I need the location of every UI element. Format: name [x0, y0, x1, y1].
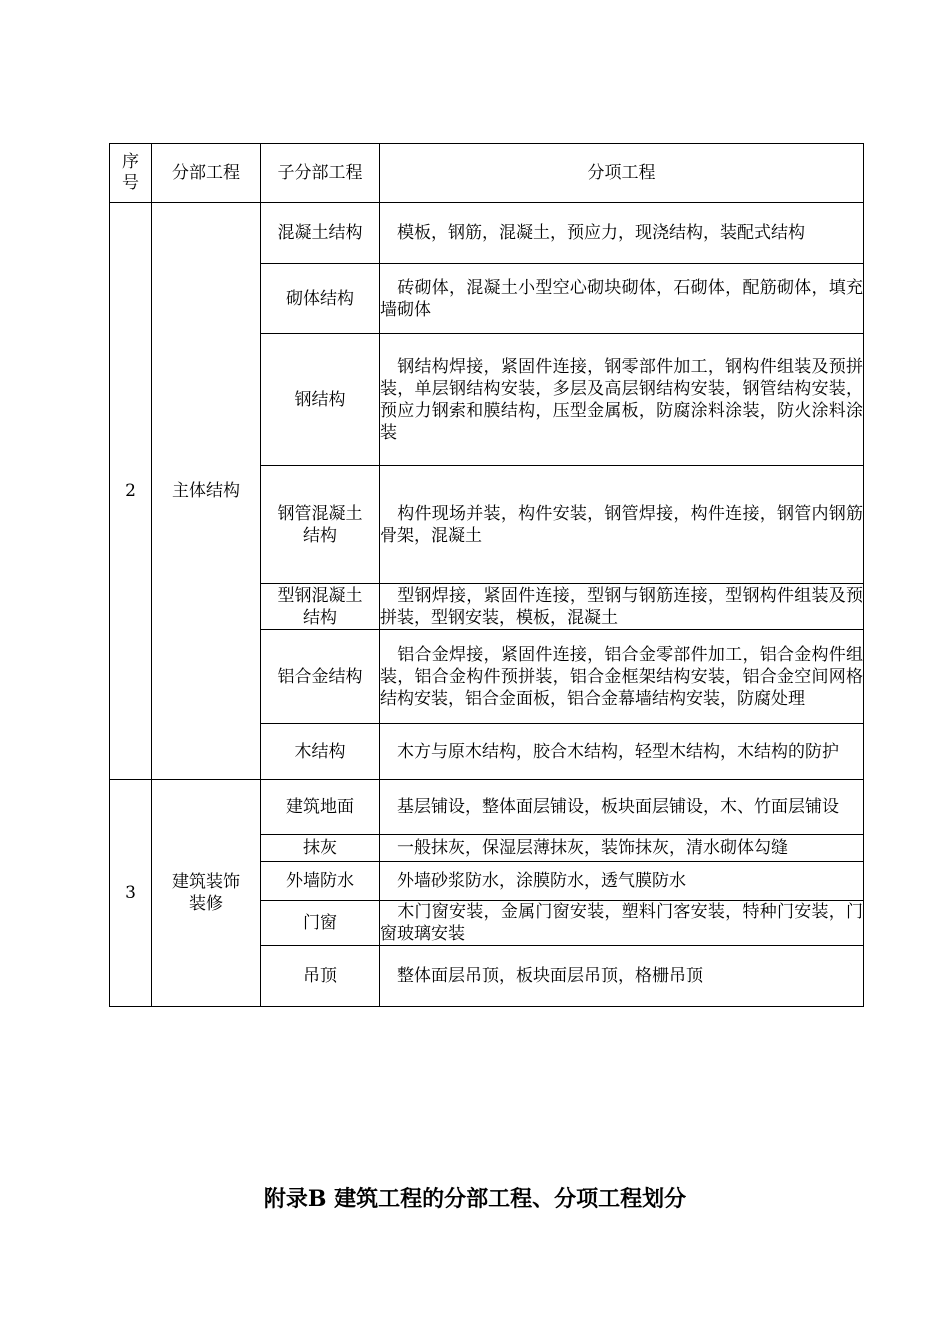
- items-cell: 木方与原木结构，胶合木结构，轻型木结构，木结构的防护: [380, 724, 864, 780]
- subdivision-cell: 外墙防水: [261, 862, 380, 901]
- subdivision-cell: 混凝土结构: [261, 203, 380, 264]
- items-cell: 基层铺设，整体面层铺设，板块面层铺设，木、竹面层铺设: [380, 780, 864, 835]
- subdivision-cell: 型钢混凝土结构: [261, 584, 380, 630]
- header-items: 分项工程: [380, 144, 864, 203]
- subdivision-cell: 钢管混凝土结构: [261, 466, 380, 584]
- subdivision-cell: 木结构: [261, 724, 380, 780]
- items-cell: 型钢焊接，紧固件连接，型钢与钢筋连接，型钢构件组装及预拼装，型钢安装，模板，混凝土: [380, 585, 863, 628]
- header-seq: 序号: [110, 144, 152, 203]
- items-cell: 整体面层吊顶，板块面层吊顶，格栅吊顶: [380, 946, 864, 1007]
- subdivision-cell: 吊顶: [261, 946, 380, 1007]
- seq-cell: 2: [110, 203, 152, 780]
- table-row: [110, 780, 864, 835]
- items-cell: 外墙砂浆防水，涂膜防水，透气膜防水: [380, 862, 864, 901]
- subdivision-cell: 砌体结构: [261, 264, 380, 334]
- header-subdivision: 子分部工程: [261, 144, 380, 203]
- division-cell: 建筑装饰装修: [152, 780, 261, 1007]
- items-cell: 模板，钢筋，混凝土，预应力，现浇结构，装配式结构: [380, 203, 864, 264]
- appendix-title: 附录B 建筑工程的分部工程、分项工程划分: [263, 1186, 687, 1212]
- header-row: [110, 144, 864, 203]
- header-division: 分部工程: [152, 144, 261, 203]
- items-cell: 一般抹灰，保湿层薄抹灰，装饰抹灰，清水砌体勾缝: [380, 835, 864, 862]
- subdivision-cell: 抹灰: [261, 835, 380, 862]
- seq-cell: 3: [110, 780, 152, 1007]
- items-cell: 砖砌体，混凝土小型空心砌块砌体，石砌体，配筋砌体，填充墙砌体: [380, 264, 864, 334]
- items-cell: 木门窗安装，金属门窗安装，塑料门客安装，特种门安装，门窗玻璃安装: [380, 902, 863, 944]
- division-table: [109, 143, 864, 1007]
- table-row: [110, 203, 864, 264]
- items-cell: 构件现场并装，构件安装，钢管焊接，构件连接，钢管内钢筋骨架，混凝土: [380, 466, 864, 584]
- subdivision-cell: 铝合金结构: [261, 630, 380, 724]
- items-cell: 钢结构焊接，紧固件连接，钢零部件加工，钢构件组装及预拼装，单层钢结构安装，多层及高层钢结构安装，钢管结构安装，预应力钢索和膜结构，压型金属板，防腐涂料涂装，防火涂料涂装: [380, 334, 864, 466]
- division-cell: 主体结构: [152, 203, 261, 780]
- subdivision-cell: 建筑地面: [261, 780, 380, 835]
- subdivision-cell: 钢结构: [261, 334, 380, 466]
- subdivision-cell: 门窗: [261, 901, 380, 946]
- items-cell: 铝合金焊接，紧固件连接，铝合金零部件加工，铝合金构件组装，铝合金构件预拼装，铝合金框架结构安装，铝合金空间网格结构安装，铝合金面板，铝合金幕墙结构安装，防腐处理: [380, 630, 864, 724]
